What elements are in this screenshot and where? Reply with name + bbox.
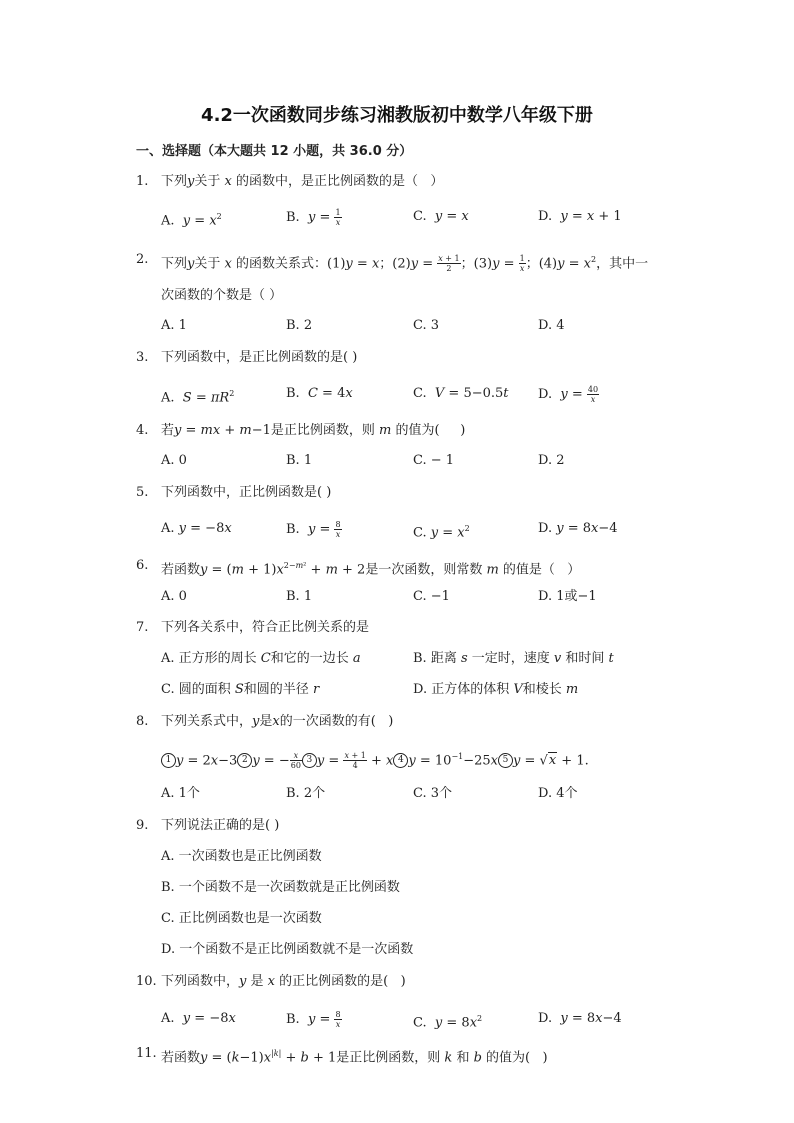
option-d[interactable]: D. 1或−1	[538, 589, 597, 604]
option-b[interactable]: B. y = $\frac{1}{x}$	[286, 208, 341, 227]
option-b[interactable]: B. C = 4x	[286, 386, 353, 401]
option-a[interactable]: A. 1个	[161, 786, 200, 801]
question-number: 9.	[136, 818, 149, 833]
option-d[interactable]: D. 4	[538, 318, 565, 333]
option-d[interactable]: D. y = 8x−4	[538, 521, 618, 536]
option-c[interactable]: C. − 1	[413, 453, 455, 468]
question-text: 下列说法正确的是( )	[161, 818, 280, 833]
question-number: 3.	[136, 350, 149, 365]
question-number: 10.	[136, 974, 157, 989]
option-a[interactable]: A. 0	[161, 453, 187, 468]
question-text: 下列函数中，正比例函数是( )	[161, 485, 332, 500]
question-number: 1.	[136, 174, 149, 189]
question-text-cont: 次函数的个数是（ ）	[161, 288, 283, 303]
option-c[interactable]: C. 正比例函数也是一次函数	[161, 911, 322, 926]
option-c[interactable]: C. −1	[413, 589, 450, 604]
option-a[interactable]: A. 1	[161, 318, 187, 333]
question-text: 下列关系式中，y是x的一次函数的有( )	[161, 714, 394, 729]
question-text: 若函数$y = (m + 1)x^{2-m^2} + m + 2$是一次函数，则常数 m 的值是（ ）	[161, 561, 581, 578]
question-number: 2.	[136, 252, 149, 267]
option-d[interactable]: D. 正方体的体积 V和棱长 m	[413, 682, 579, 697]
question-number: 8.	[136, 714, 149, 729]
option-c[interactable]: C. y = x	[413, 209, 469, 224]
option-c[interactable]: C. 圆的面积 S和圆的半径 r	[161, 682, 320, 697]
question-text: 若y = mx + m−1是正比例函数，则 m 的值为( )	[161, 423, 466, 438]
option-a[interactable]: A. $y = x^2$	[161, 212, 222, 229]
question-number: 11.	[136, 1046, 157, 1061]
option-c[interactable]: C. $y = x^2$	[413, 524, 470, 541]
option-a[interactable]: A. y = −8x	[161, 521, 232, 536]
page-title: 4.2一次函数同步练习湘教版初中数学八年级下册	[201, 105, 593, 126]
option-a[interactable]: A. 0	[161, 589, 187, 604]
option-b[interactable]: B. 1	[286, 589, 313, 604]
option-d[interactable]: D. 一个函数不是正比例函数就不是一次函数	[161, 942, 414, 957]
option-d[interactable]: D. 2	[538, 453, 565, 468]
option-b[interactable]: B. 2	[286, 318, 313, 333]
question-number: 6.	[136, 558, 149, 573]
question-text: 下列函数中，是正比例函数的是( )	[161, 350, 358, 365]
question-text: 下列y关于 x 的函数中，是正比例函数的是（ ）	[161, 174, 444, 189]
option-c[interactable]: C. 3个	[413, 786, 453, 801]
question-text: 下列y关于 x 的函数关系式：(1)y = x；(2)y = $\frac{x + 1}{2}$ ；(3)y = $\frac{1}{x}$ ；$(4)y = x^2$，其中一	[161, 254, 649, 274]
option-b[interactable]: B. 2个	[286, 786, 326, 801]
option-b[interactable]: B. 距离 s 一定时，速度 v 和时间 t	[413, 651, 614, 666]
option-b[interactable]: B. y = $\frac{8}{x}$	[286, 520, 341, 539]
question-text: 若函数$y = (k-1)x^{|k|} + b + 1$是正比例函数，则 k 和 b 的值为( )	[161, 1049, 548, 1066]
option-c[interactable]: C. $y = 8x^2$	[413, 1014, 483, 1031]
option-b[interactable]: B. y = $\frac{8}{x}$	[286, 1010, 341, 1029]
option-a[interactable]: A. y = −8x	[161, 1011, 236, 1026]
option-a[interactable]: A. 正方形的周长 C和它的一边长 a	[161, 651, 361, 666]
formula-list: 1 y = 2x−3 2 y = − $\frac{x}{60}$ 3 y = $\frac{x + 1}{4}$ + x 4 $y = 10^{-1}-25x$ 5 y = √x + 1.	[161, 748, 589, 770]
section-heading: 一、选择题（本大题共 12 小题，共 36.0 分）	[136, 144, 413, 159]
question-text: 下列函数中，y 是 x 的正比例函数的是( )	[161, 974, 406, 989]
option-d[interactable]: D. y = 8x−4	[538, 1011, 622, 1026]
question-text: 下列各关系中，符合正比例关系的是	[161, 620, 370, 635]
option-a[interactable]: A. 一次函数也是正比例函数	[161, 849, 322, 864]
question-number: 7.	[136, 620, 149, 635]
question-number: 4.	[136, 423, 149, 438]
option-d[interactable]: D. y = x + 1	[538, 209, 622, 224]
option-a[interactable]: A. $S = \pi R^2$	[161, 389, 235, 406]
option-b[interactable]: B. 一个函数不是一次函数就是正比例函数	[161, 880, 400, 895]
question-number: 5.	[136, 485, 149, 500]
option-b[interactable]: B. 1	[286, 453, 313, 468]
option-d[interactable]: D. 4个	[538, 786, 578, 801]
option-c[interactable]: C. 3	[413, 318, 440, 333]
option-c[interactable]: C. V = 5−0.5t	[413, 386, 509, 401]
option-d[interactable]: D. y = $\frac{40}{x}$	[538, 385, 599, 404]
